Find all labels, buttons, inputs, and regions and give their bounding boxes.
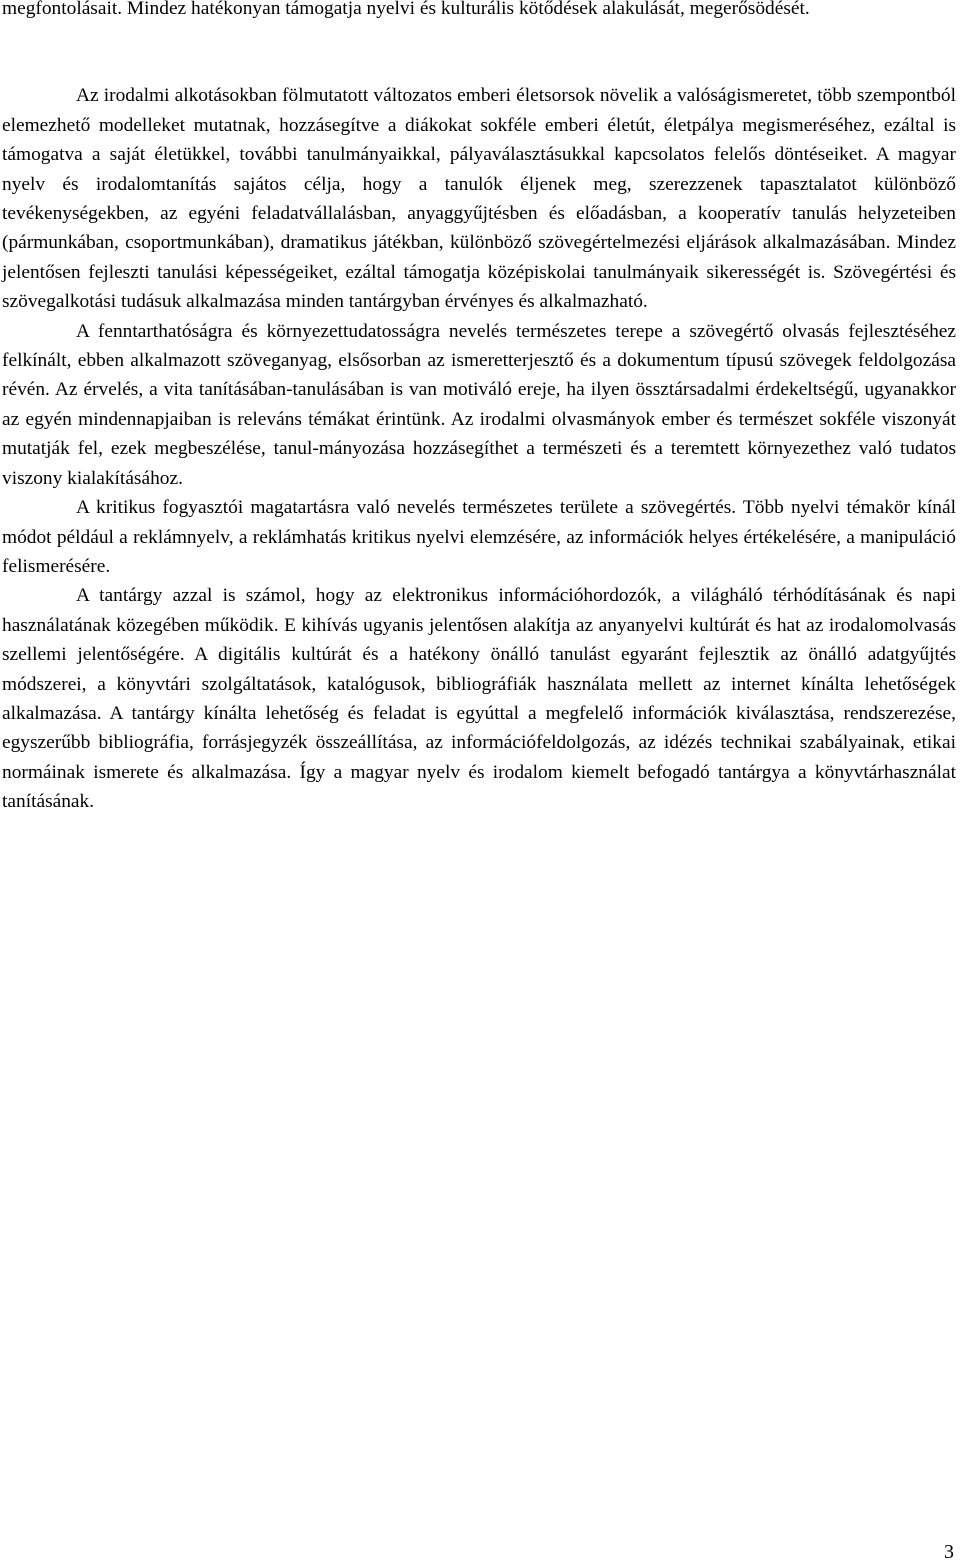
paragraph-digital-culture: A tantárgy azzal is számol, hogy az elektronikus információhordozók, a világháló térhódításának és napi használatának közegében működik. E kihívás ugyanis jelentősen alakítja az anyanyelvi kultúrát és hat az irodalomolvasás szellemi jelentőségére. A digitális kultúrát és a hatékony önálló tanulást egyaránt fejlesztik az önálló adatgyűjtés módszerei, a könyvtári szolgáltatások, katalógusok, bibliográfiák használata mellett az internet kínálta lehetőségek alkalmazása. A tantárgy kínálta lehetőség és feladat is egyúttal a megfelelő információk kiválasztása, rendszerezése, egyszerűbb bibliográfia, forrásjegyzék összeállítása, az információfeldolgozás, az idézés technikai szabályainak, etikai normáinak ismerete és alkalmazása. Így a magyar nyelv és irodalom kiemelt befogadó tantárgya a könyvtárhasználat tanításának. <box>2 585 956 813</box>
paragraph-continuation: megfontolásait. Mindez hatékonyan támogatja nyelvi és kulturális kötődések alakulását, megerősödését. <box>2 0 810 19</box>
paragraph-life-stories: Az irodalmi alkotásokban fölmutatott változatos emberi életsorsok növelik a valóságismeretet, több szempontból elemezhető modelleket mutatnak, hozzásegítve a diákokat sokféle emberi életút, életpálya megismeréséhez, ezáltal is támogatva a saját életükkel, további tanulmányaikkal, pályaválasztásukkal kapcsolatos felelős döntéseiket. A magyar nyelv és irodalomtanítás sajátos célja, hogy a tanulók éljenek meg, szerezzenek tapasztalatot különböző tevékenységekben, az egyéni feladatvállalásban, anyaggyűjtésben és előadásban, a kooperatív tanulás helyzeteiben (pármunkában, csoportmunkában), dramatikus játékban, különböző szövegértelmezési eljárások alkalmazásában. Mindez jelentősen fejleszti tanulási képességeiket, ezáltal támogatja középiskolai tanulmányaik sikerességét is. Szövegértési és szövegalkotási tudásuk alkalmazása minden tantárgyban érvényes és alkalmazható. <box>2 85 956 313</box>
page-number: 3 <box>944 1541 954 1563</box>
paragraph-consumer-education: A kritikus fogyasztói magatartásra való nevelés természetes területe a szövegértés. Több nyelvi témakör kínál módot például a reklámnyelv, a reklámhatás kritikus nyelvi elemzésére, az információk helyes értékelésére, a manipuláció felismerésére. <box>2 497 956 577</box>
paragraph-gap <box>2 23 956 81</box>
paragraph-sustainability: A fenntarthatóságra és környezettudatosságra nevelés természetes terepe a szövegértő olvasás fejlesztéséhez felkínált, ebben alkalmazott szöveganyag, elsősorban az ismeretterjesztő és a dokumentum típusú szövegek feldolgozása révén. Az érvelés, a vita tanításában-tanulásában is van motiváló ereje, ha ilyen össztársadalmi érdekeltségű, ugyanakkor az egyén mindennapjaiban is releváns témákat érintünk. Az irodalmi olvasmányok ember és természet sokféle viszonyát mutatják fel, ezek megbeszélése, tanul-mányozása hozzásegíthet a természeti és a teremtett környezethez való tudatos viszony kialakításához. <box>2 320 956 489</box>
body-text <box>2 0 956 817</box>
